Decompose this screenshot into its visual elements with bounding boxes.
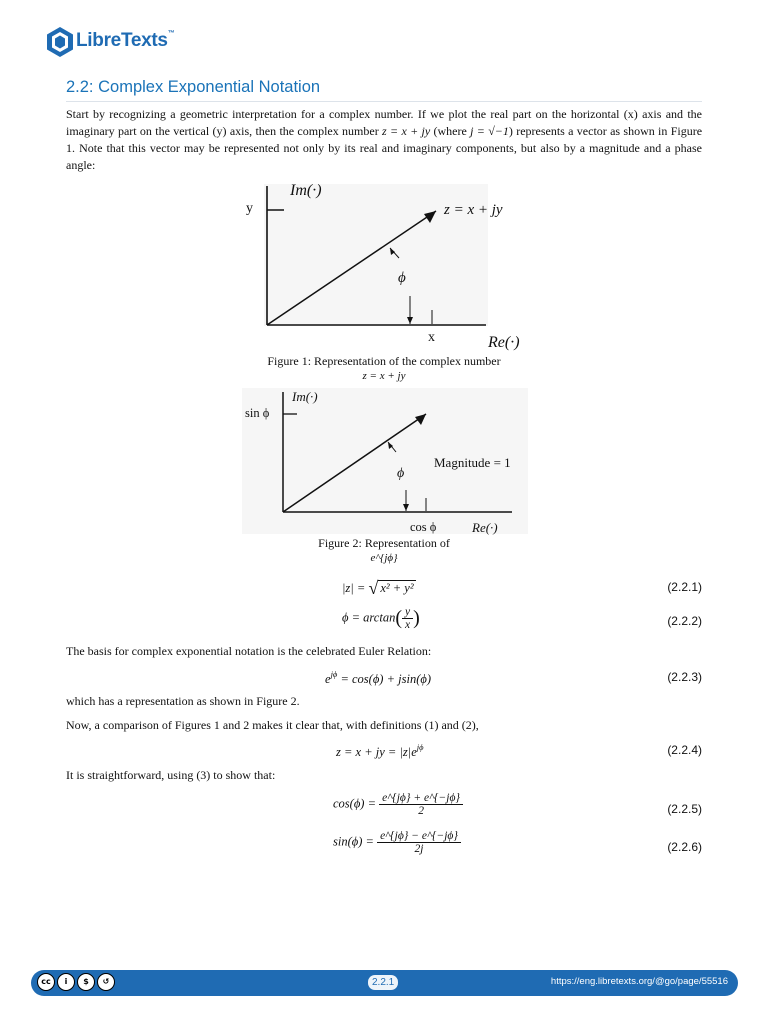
equation-2-2-5: cos(ϕ) = $\frac{e\^{}\{j\phi\} + e\^{}\{-j\phi\}}{2}$ (2.2.5)	[333, 792, 702, 817]
fig2-im-label: Im(·)	[292, 389, 318, 404]
by-icon: i	[57, 973, 75, 991]
straightforward-text: It is straightforward, using (3) to show that:	[66, 768, 276, 782]
page-number: 2.2.1	[368, 975, 398, 990]
equation-2-2-3: $e^{j\phi} = \cos(\phi) + jsin(\phi)$ (2.2.3)	[325, 669, 702, 686]
equation-2-2-6: sin(ϕ) = $\frac{e\^{}\{j\phi\} - e\^{}\{-j\phi\}}{2j}$ (2.2.6)	[333, 830, 702, 855]
nc-icon: $	[77, 973, 95, 991]
intro-paragraph: Start by recognizing a geometric interpretation for a complex number. If we plot the real part on the horizontal (x) axis and the imaginary part on the vertical (y) axis, then the complex number z = x + jy (where j = √−1) represents a vector as shown in Figure 1. Note that this vector may be represented not only by its real and imaginary components, but also by a magnitude and a phase angle:	[66, 107, 703, 172]
fig2-magnitude-label: Magnitude = 1	[434, 455, 511, 470]
figure-2-caption: Figure 2: Representation of e^{jϕ}	[318, 536, 450, 564]
equation-number: (2.2.4)	[667, 743, 702, 757]
z-definition: z = x + jy	[382, 124, 431, 138]
fig1-im-label: Im(·)	[290, 182, 322, 199]
libretexts-logo-icon[interactable]	[46, 26, 74, 58]
fig2-angle-label: ϕ	[397, 466, 405, 481]
equation-2-2-1: |z| = √ x² + y² (2.2.1)	[342, 578, 702, 598]
equation-number: (2.2.5)	[667, 802, 702, 816]
equation-2-2-4: z = x + jy = $|z|e^{j\phi}$ (2.2.4)	[336, 742, 702, 759]
sa-icon: ↺	[97, 973, 115, 991]
figure-2-reference-text: which has a representation as shown in Figure 2.	[66, 694, 300, 708]
fig1-re-label: Re(·)	[488, 334, 520, 351]
equation-number: (2.2.1)	[667, 580, 702, 594]
fig1-angle-label: ϕ	[398, 270, 406, 286]
fig1-x-tick: x	[428, 330, 435, 345]
fig1-y-tick: y	[246, 201, 253, 216]
equation-2-2-2: ϕ = arctan( $\frac{y}{x}$ ) (2.2.2)	[342, 606, 702, 631]
page-url-link[interactable]: https://eng.libretexts.org/@go/page/55516	[550, 976, 728, 987]
equation-number: (2.2.2)	[667, 614, 702, 628]
footer-bar	[31, 970, 738, 996]
cc-icon: cc	[37, 973, 55, 991]
figure-1-caption: Figure 1: Representation of the complex number z = x + jy	[267, 354, 501, 382]
fig2-re-label: Re(·)	[472, 520, 498, 535]
comparison-text: Now, a comparison of Figures 1 and 2 makes it clear that, with definitions (1) and (2),	[66, 718, 479, 732]
brand-name[interactable]: LibreTexts™	[76, 30, 175, 51]
fig1-vector-label: z = x + jy	[444, 202, 503, 218]
equation-number: (2.2.3)	[667, 670, 702, 684]
j-definition: j = √−1	[470, 124, 509, 138]
euler-intro-text: The basis for complex exponential notation is the celebrated Euler Relation:	[66, 644, 432, 658]
fig2-x-tick: cos ϕ	[410, 520, 437, 534]
page-title: 2.2: Complex Exponential Notation	[66, 78, 702, 102]
equation-number: (2.2.6)	[667, 840, 702, 854]
fig2-y-tick: sin ϕ	[245, 406, 270, 420]
